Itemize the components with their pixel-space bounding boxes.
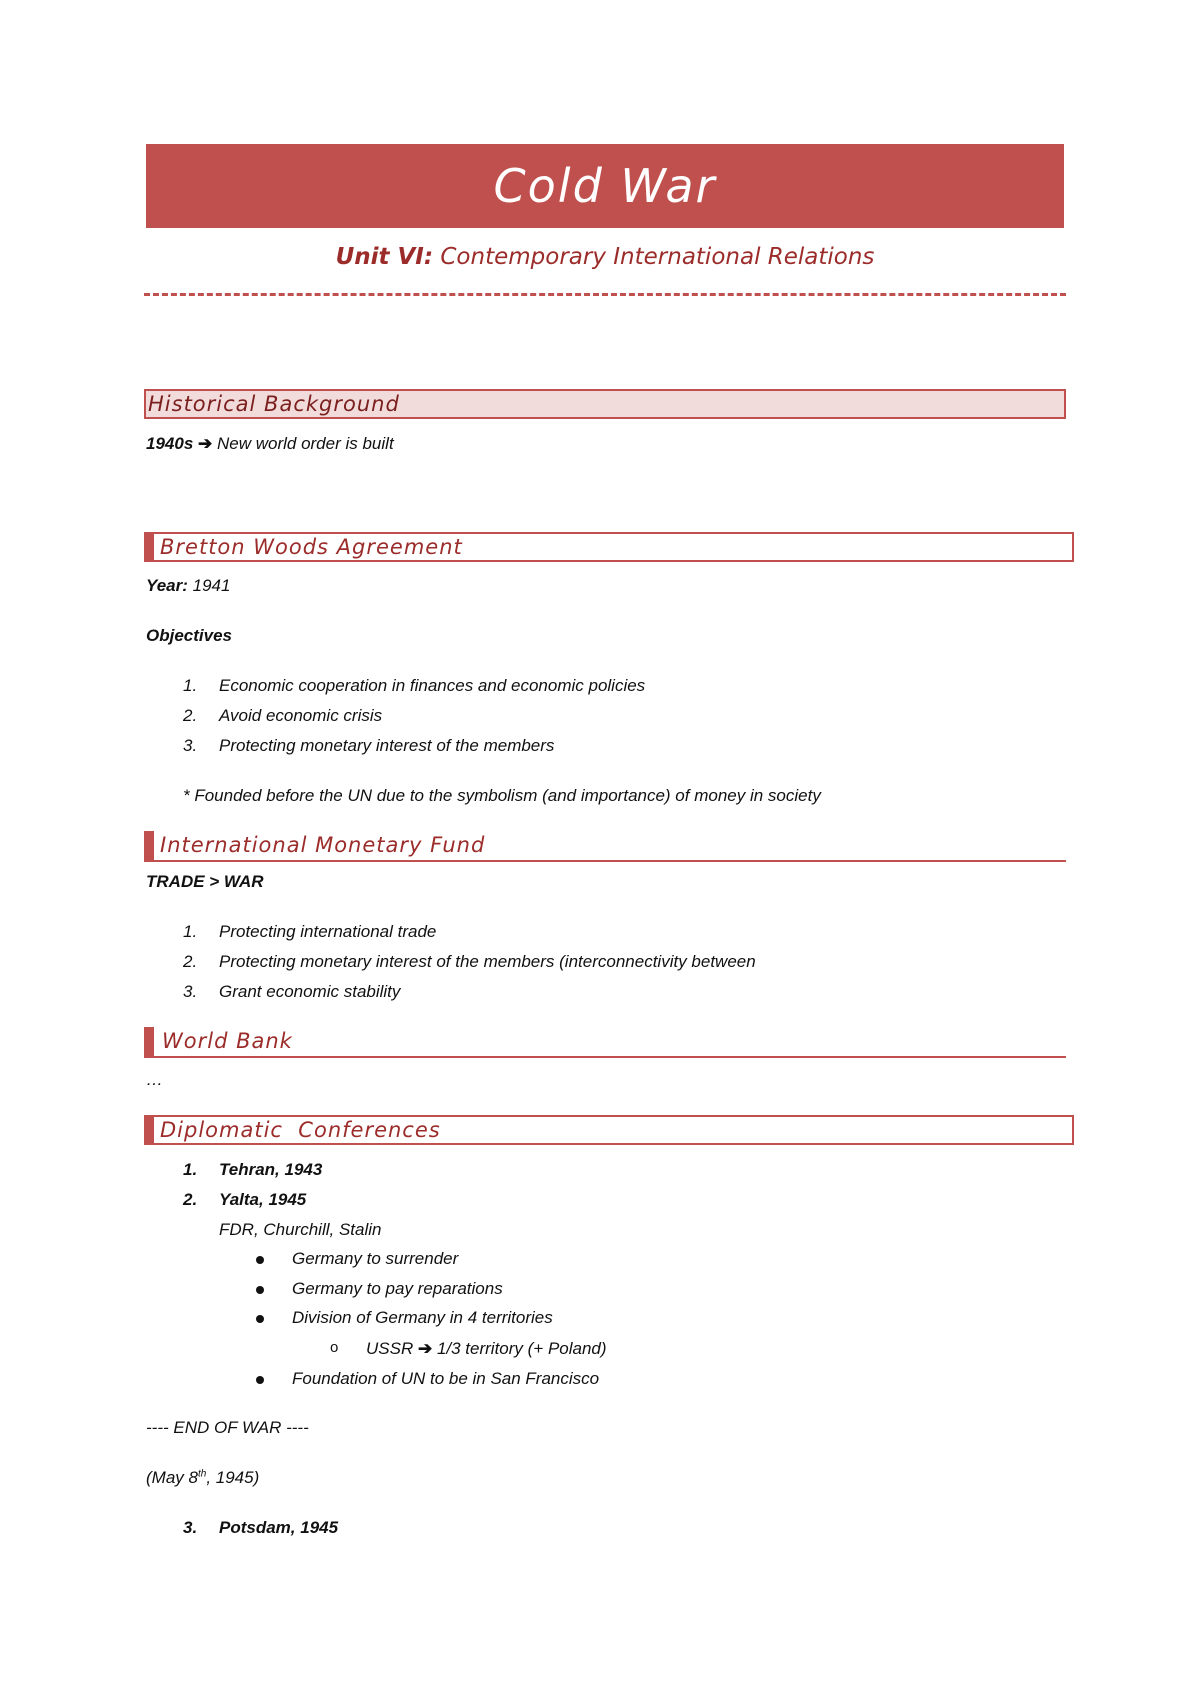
imf-tagline: TRADE > WAR bbox=[146, 872, 264, 891]
yalta-bullet: Foundation of UN to be in San Francisco bbox=[292, 1369, 600, 1388]
heading-bretton-woods: Bretton Woods Agreement bbox=[144, 532, 1074, 562]
conference-item: Potsdam, 1945 bbox=[219, 1518, 339, 1537]
historical-year: 1940s bbox=[146, 434, 194, 453]
list-item: Protecting monetary interest of the members (interconnectivity between bbox=[219, 952, 756, 971]
list-number: 3. bbox=[183, 982, 198, 1001]
sub-bullet-text: USSR bbox=[366, 1339, 414, 1358]
objectives-label: Objectives bbox=[146, 626, 232, 645]
heading-historical-background: Historical Background bbox=[144, 389, 1066, 419]
list-item: Grant economic stability bbox=[219, 982, 401, 1001]
date-suffix: , 1945) bbox=[206, 1468, 260, 1487]
list-number: 2. bbox=[183, 1190, 198, 1209]
world-bank-body: … bbox=[146, 1070, 163, 1089]
date-prefix: (May 8 bbox=[146, 1468, 198, 1487]
heading-world-bank: World Bank bbox=[144, 1027, 1066, 1058]
title-banner bbox=[146, 144, 1064, 228]
end-of-war: ---- END OF WAR ---- bbox=[146, 1418, 309, 1437]
historical-line bbox=[146, 434, 394, 454]
bretton-year bbox=[146, 576, 230, 596]
historical-text: New world order is built bbox=[212, 434, 394, 453]
list-item: Avoid economic crisis bbox=[219, 706, 383, 725]
subtitle bbox=[146, 244, 1064, 270]
yalta-bullet: Germany to surrender bbox=[292, 1249, 459, 1268]
heading-diplomatic-conferences: Diplomatic Conferences bbox=[144, 1115, 1074, 1145]
yalta-sub-bullet bbox=[366, 1339, 607, 1359]
list-number: 2. bbox=[183, 706, 198, 725]
divider bbox=[144, 293, 1066, 296]
year-label: Year: bbox=[146, 576, 188, 595]
sub-bullet-rest: 1/3 territory (+ Poland) bbox=[432, 1339, 607, 1358]
conference-item: Tehran, 1943 bbox=[219, 1160, 323, 1179]
arrow-icon: ➔ bbox=[198, 434, 213, 453]
arrow-icon: ➔ bbox=[417, 1339, 433, 1358]
bullet-icon bbox=[256, 1256, 264, 1264]
yalta-bullet: Division of Germany in 4 territories bbox=[292, 1308, 553, 1327]
list-number: 1. bbox=[183, 922, 198, 941]
page-title: Cold War bbox=[493, 159, 717, 213]
yalta-bullet: Germany to pay reparations bbox=[292, 1279, 503, 1298]
subtitle-text: Contemporary International Relations bbox=[433, 244, 875, 270]
list-number: 2. bbox=[183, 952, 198, 971]
yalta-people: FDR, Churchill, Stalin bbox=[219, 1220, 382, 1239]
conference-item: Yalta, 1945 bbox=[219, 1190, 307, 1209]
bullet-icon bbox=[256, 1376, 264, 1384]
list-number: 3. bbox=[183, 1518, 198, 1537]
subtitle-unit: Unit VI: bbox=[335, 244, 434, 270]
heading-imf: International Monetary Fund bbox=[144, 831, 1066, 862]
list-number: 1. bbox=[183, 1160, 198, 1179]
date-sup: th bbox=[197, 1468, 207, 1480]
end-date bbox=[146, 1468, 259, 1488]
list-item: Protecting international trade bbox=[219, 922, 437, 941]
bretton-note: * Founded before the UN due to the symbolism (and importance) of money in society bbox=[183, 786, 821, 805]
bullet-icon bbox=[256, 1315, 264, 1323]
year-value: 1941 bbox=[187, 576, 231, 595]
list-item: Protecting monetary interest of the members bbox=[219, 736, 555, 755]
circle-bullet-icon: o bbox=[330, 1339, 339, 1356]
bullet-icon bbox=[256, 1286, 264, 1294]
list-number: 3. bbox=[183, 736, 198, 755]
list-item: Economic cooperation in finances and economic policies bbox=[219, 676, 646, 695]
list-number: 1. bbox=[183, 676, 198, 695]
